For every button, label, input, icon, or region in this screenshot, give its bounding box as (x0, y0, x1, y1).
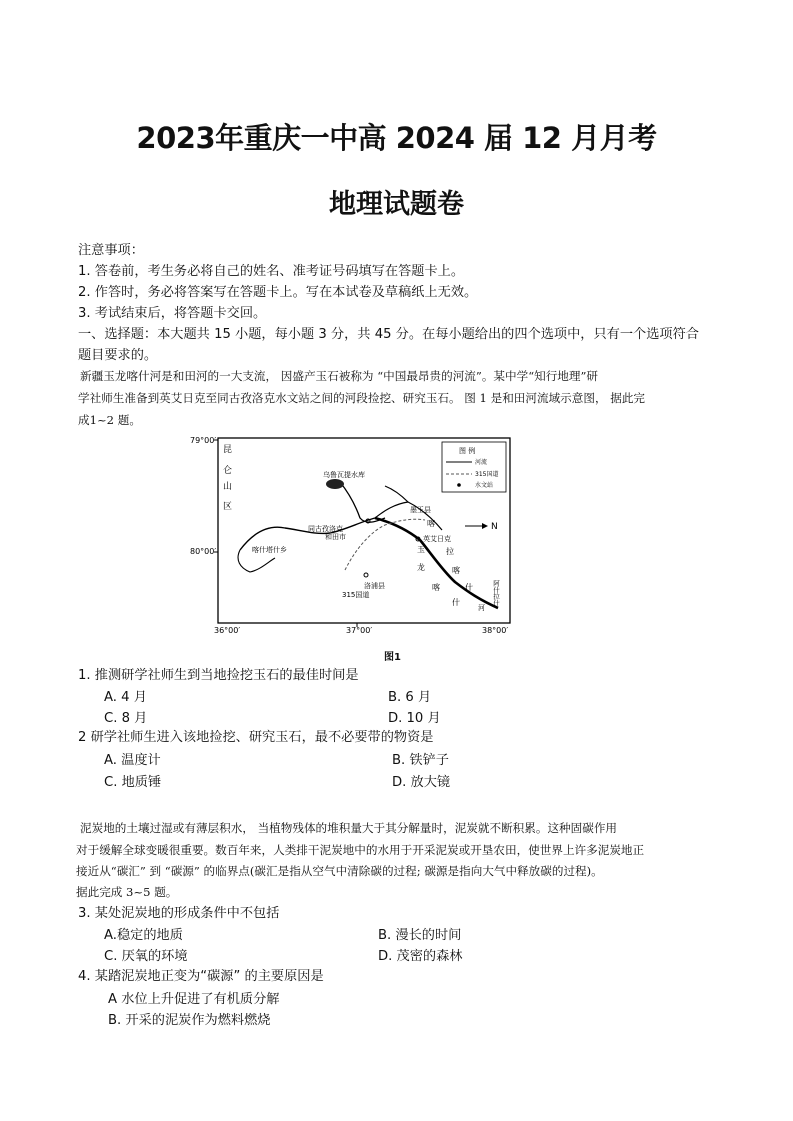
region-char: 区 (223, 502, 233, 512)
river-label-char: 喀 (427, 519, 435, 528)
label-hetian: 和田市 (325, 533, 346, 541)
hotan-river-map (180, 430, 540, 640)
passage1-line3: 成1~2 题。 (78, 413, 141, 427)
river-label-char: 玉 (417, 545, 425, 554)
notice-item-1: 1. 答卷前，考生务必将自己的姓名、准考证号码填写在答题卡上。 (78, 264, 465, 279)
figure-caption: 图1 (384, 652, 401, 663)
passage2-line3: 接近从“碳汇” 到 “碳源” 的临界点(碳汇是指从空气中清除碳的过程; 碳源是指向大气中释放碳的过程)。 (76, 864, 603, 878)
label-luopu: 洛浦县 (364, 582, 385, 590)
river-label-he: 河 (478, 604, 485, 612)
reservoir-icon (326, 479, 344, 489)
label-road: 315国道 (342, 591, 370, 599)
passage2-line4: 据此完成 3~5 题。 (76, 885, 178, 899)
q3-stem: 3. 某处泥炭地的形成条件中不包括 (78, 906, 280, 921)
q3-option-a[interactable]: A.稳定的地质 (104, 928, 183, 943)
q1-option-d[interactable]: D. 10 月 (388, 711, 441, 726)
north-label: N (491, 522, 498, 532)
section-instruction-cont: 题目要求的。 (78, 348, 158, 363)
passage1-line2: 学社师生准备到英艾日克至同古孜洛克水文站之间的河段捡挖、研究玉石。 图 1 是和田河流域示意图， 据此完 (78, 391, 646, 405)
q2-option-d[interactable]: D. 放大镜 (392, 775, 451, 790)
label-yingai: 英艾日克 (423, 535, 451, 543)
q2-option-c[interactable]: C. 地质锤 (104, 775, 162, 790)
q1-option-b[interactable]: B. 6 月 (388, 690, 432, 705)
passage2-line1: 泥炭地的土壤过湿或有薄层积水， 当植物残体的堆积量大于其分解量时，泥炭就不断积累。这种固碳作用 (80, 821, 618, 835)
region-char: 昆 (223, 445, 233, 455)
lon-label-37: 37°00′ (346, 626, 373, 635)
q4-option-b[interactable]: B. 开采的泥炭作为燃料燃烧 (108, 1013, 271, 1028)
section-instruction: 一、选择题：本大题共 15 小题，每小题 3 分，共 45 分。在每小题给出的四个选项中，只有一个选项符合 (78, 327, 699, 342)
label-reservoir: 乌鲁瓦提水库 (323, 471, 365, 479)
q1-stem: 1. 推测研学社师生到当地捡挖玉石的最佳时间是 (78, 668, 359, 683)
q1-option-a[interactable]: A. 4 月 (104, 690, 147, 705)
q4-stem: 4. 某踏泥炭地正变为“碳源” 的主要原因是 (78, 969, 324, 984)
label-kashita: 喀什塔什乡 (252, 546, 287, 554)
passage1-line1: 新疆玉龙喀什河是和田河的一大支流， 因盛产玉石被称为 “中国最昂贵的河流”。某中学“知行地理”研 (80, 369, 599, 383)
q2-option-a[interactable]: A. 温度计 (104, 753, 161, 768)
exam-subtitle: 地理试题卷 (329, 189, 464, 220)
q1-option-c[interactable]: C. 8 月 (104, 711, 148, 726)
notice-item-3: 3. 考试结束后，将答题卡交回。 (78, 306, 267, 321)
q2-option-b[interactable]: B. 铁铲子 (392, 753, 449, 768)
label-tonggu: 同古孜洛克 (308, 525, 343, 533)
q4-option-a[interactable]: A 水位上升促进了有机质分解 (108, 992, 280, 1007)
q3-option-c[interactable]: C. 厌氧的环境 (104, 949, 188, 964)
legend-river: 河流 (475, 459, 488, 466)
exam-title: 2023年重庆一中高 2024 届 12 月月考 (136, 121, 657, 155)
river-side-label: 阿什拉什 (492, 580, 500, 606)
notice-heading: 注意事项： (78, 243, 144, 258)
legend-road: 315国道 (475, 471, 499, 478)
label-moyu: 墨玉县 (410, 506, 431, 514)
legend-station: 水文站 (475, 482, 494, 489)
q2-stem: 2 研学社师生进入该地捡挖、研究玉石，最不必要带的物资是 (78, 730, 434, 745)
river-label-char: 喀 (432, 583, 440, 592)
region-char: 仑 (223, 466, 233, 476)
passage2-line2: 对于缓解全球变暖很重要。数百年来，人类排干泥炭地中的水用于开采泥炭或开垦农田，使世界上许多泥炭地正 (76, 843, 645, 857)
river-label-char: 喀 (452, 566, 460, 575)
lon-label-38: 38°00′ (482, 626, 509, 635)
river-label-char: 龙 (417, 563, 425, 572)
legend-station-icon (457, 483, 461, 487)
q3-option-b[interactable]: B. 漫长的时间 (378, 928, 462, 943)
river-label-char: 什 (465, 583, 473, 592)
lon-label-36: 36°00′ (214, 626, 241, 635)
q3-option-d[interactable]: D. 茂密的森林 (378, 949, 463, 964)
river-label-char: 什 (452, 598, 460, 607)
lat-label-79: 79°00′ (190, 436, 217, 445)
river-label-char: 拉 (446, 547, 454, 556)
notice-item-2: 2. 作答时，务必将答案写在答题卡上。写在本试卷及草稿纸上无效。 (78, 285, 478, 300)
legend-title: 图 例 (459, 447, 476, 455)
lat-label-80: 80°00′ (190, 547, 217, 556)
region-char: 山 (223, 482, 233, 492)
